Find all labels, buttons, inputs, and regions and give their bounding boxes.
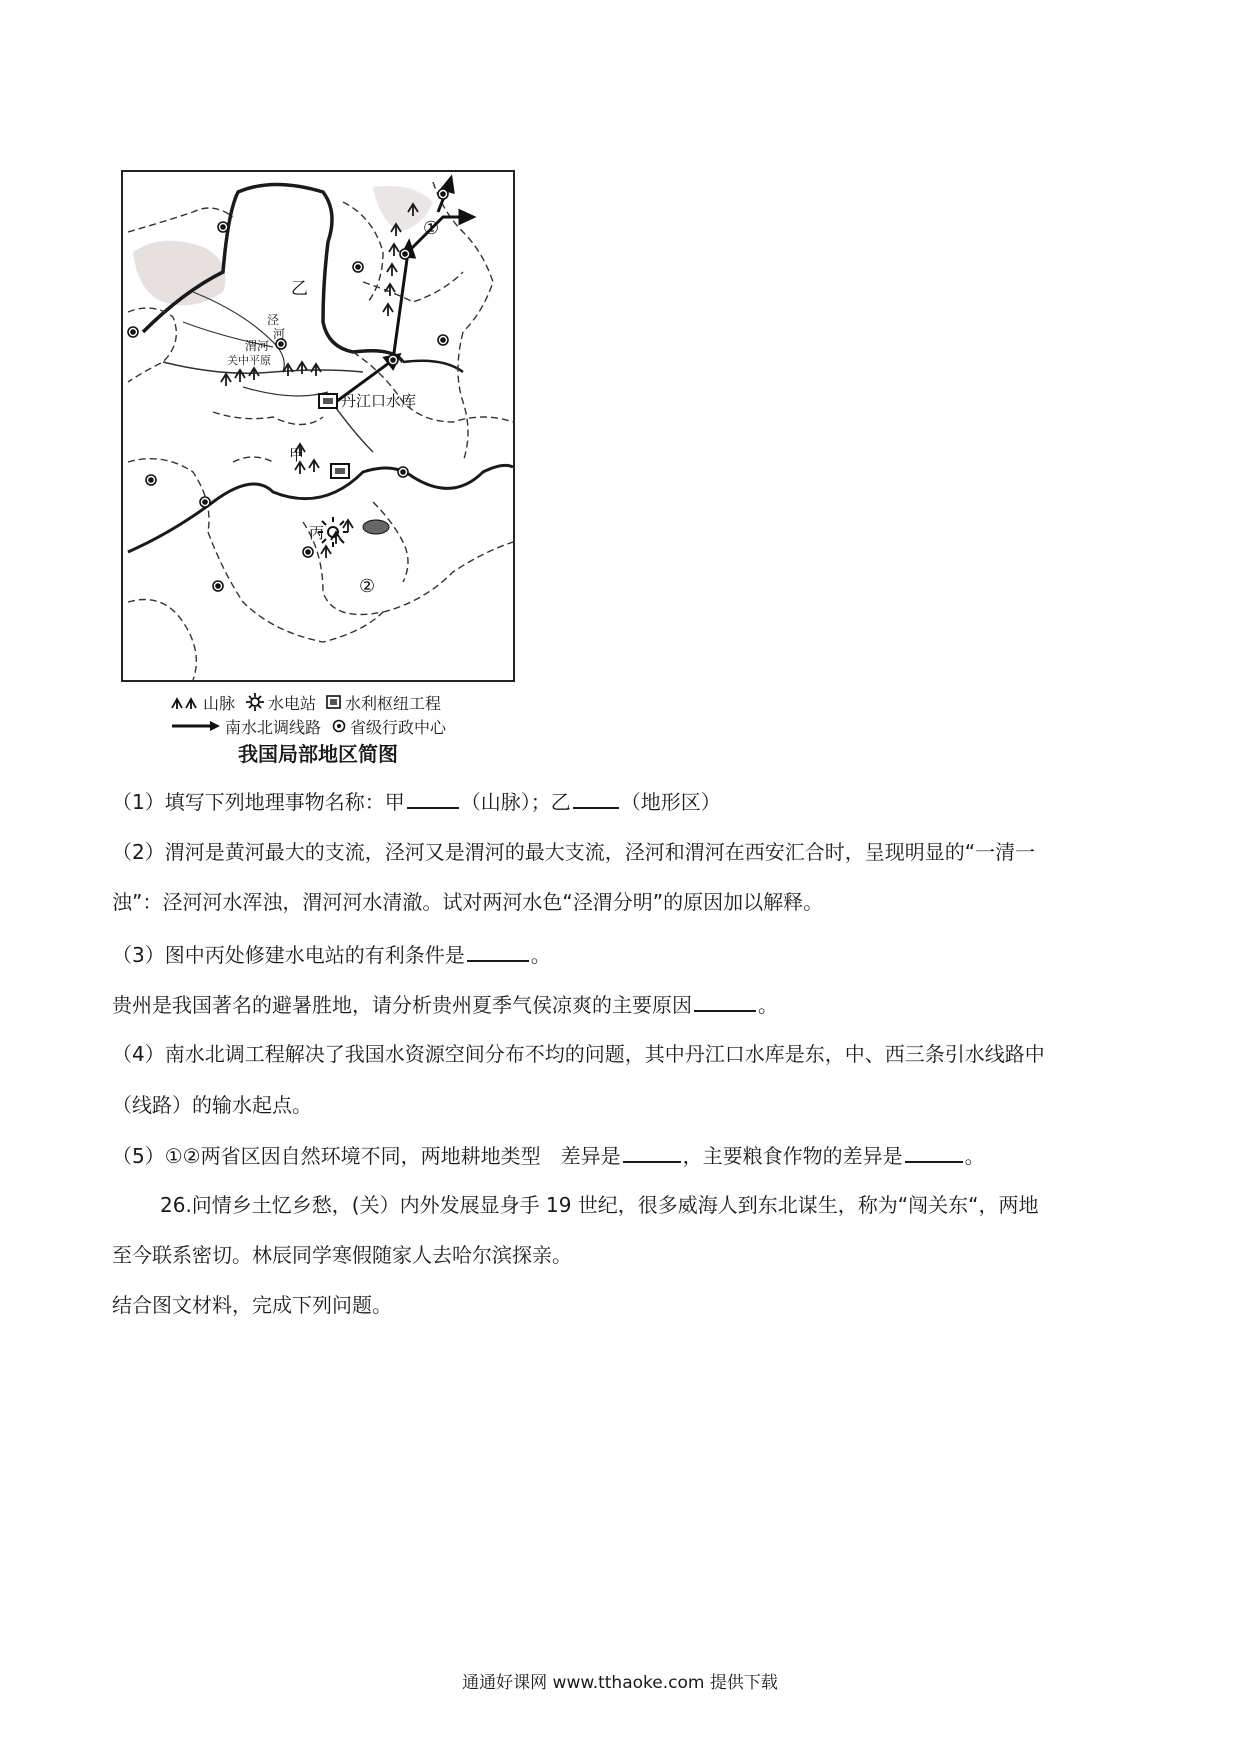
label-circle2: ② [359,576,376,597]
question-4-line1: （4）南水北调工程解决了我国水资源空间分布不均的问题，其中丹江口水库是东，中、西三条引水线路中 [112,1042,1045,1066]
label-yi: 乙 [291,279,308,299]
legend-mountain: 山脉 [170,691,235,714]
guizhou-question: 贵州是我国著名的避暑胜地，请分析贵州夏季气侯凉爽的主要原因 。 [112,990,778,1019]
legend-hub: 水利枢纽工程 [326,691,441,714]
question-26-line1: 26.问情乡土忆乡愁，(关）内外发展显身手 19 世纪，很多威海人到东北谋生，称为“闯关东“，两地 [160,1193,1039,1217]
hub-icon [326,694,342,710]
question-2-line1: （2）渭河是黄河最大的支流，泾河又是渭河的最大支流，泾河和渭河在西安汇合时，呈现明显的“一清一 [112,840,1036,864]
question-5: （5）①②两省区因自然环境不同，两地耕地类型 差异是 ，主要粮食作物的差异是 。 [112,1141,985,1170]
terrain-shade-west [133,241,226,306]
legend-hydropower: 水电站 [245,691,316,714]
legend-route: 南水北调线路 [170,715,321,738]
question-1: （1）填写下列地理事物名称：甲 （山脉）；乙 （地形区） [112,787,721,816]
question-26-line3: 结合图文材料，完成下列问题。 [112,1293,392,1317]
question-2-line2: 浊”：泾河河水浑浊，渭河河水清澈。试对两河水色“泾渭分明”的原因加以解释。 [112,890,824,914]
label-guanzhong: 关中平原 [227,354,271,367]
mountain-symbols [221,204,418,558]
question-4-line2: （线路）的输水起点。 [112,1093,312,1117]
legend-capital: 省级行政中心 [331,715,446,738]
reservoir-bing [363,520,389,534]
label-jing: 泾 [267,313,280,327]
map-caption: 我国局部地区简图 [238,742,398,766]
map-figure [118,170,518,766]
route-arrow-icon [170,719,222,733]
label-jia: 甲 [289,446,305,464]
answer-blank-bing [467,940,529,962]
question-3: （3）图中丙处修建水电站的有利条件是 。 [112,940,551,969]
answer-blank-jia [407,787,459,809]
mountain-icon [170,694,200,710]
page-footer: 通通好课网 www.tthaoke.com 提供下载 [462,1673,778,1693]
map-drawing [123,172,513,680]
map-legend [170,690,510,738]
capital-icon [331,718,347,734]
label-weihe: 渭河 [245,339,270,353]
hydropower-icon [245,692,265,712]
label-circle1: ① [423,218,440,239]
answer-blank-crops [905,1141,963,1163]
label-danjiangkou: 丹江口水库 [341,392,417,410]
map-frame [121,170,515,682]
answer-blank-guizhou [694,990,756,1012]
question-26-line2: 至今联系密切。林辰同学寒假随家人去哈尔滨探亲。 [112,1243,572,1267]
answer-blank-yi [573,787,619,809]
label-he: 河 [273,327,286,341]
answer-blank-farmland [623,1141,681,1163]
label-bing: 丙 [309,524,325,542]
